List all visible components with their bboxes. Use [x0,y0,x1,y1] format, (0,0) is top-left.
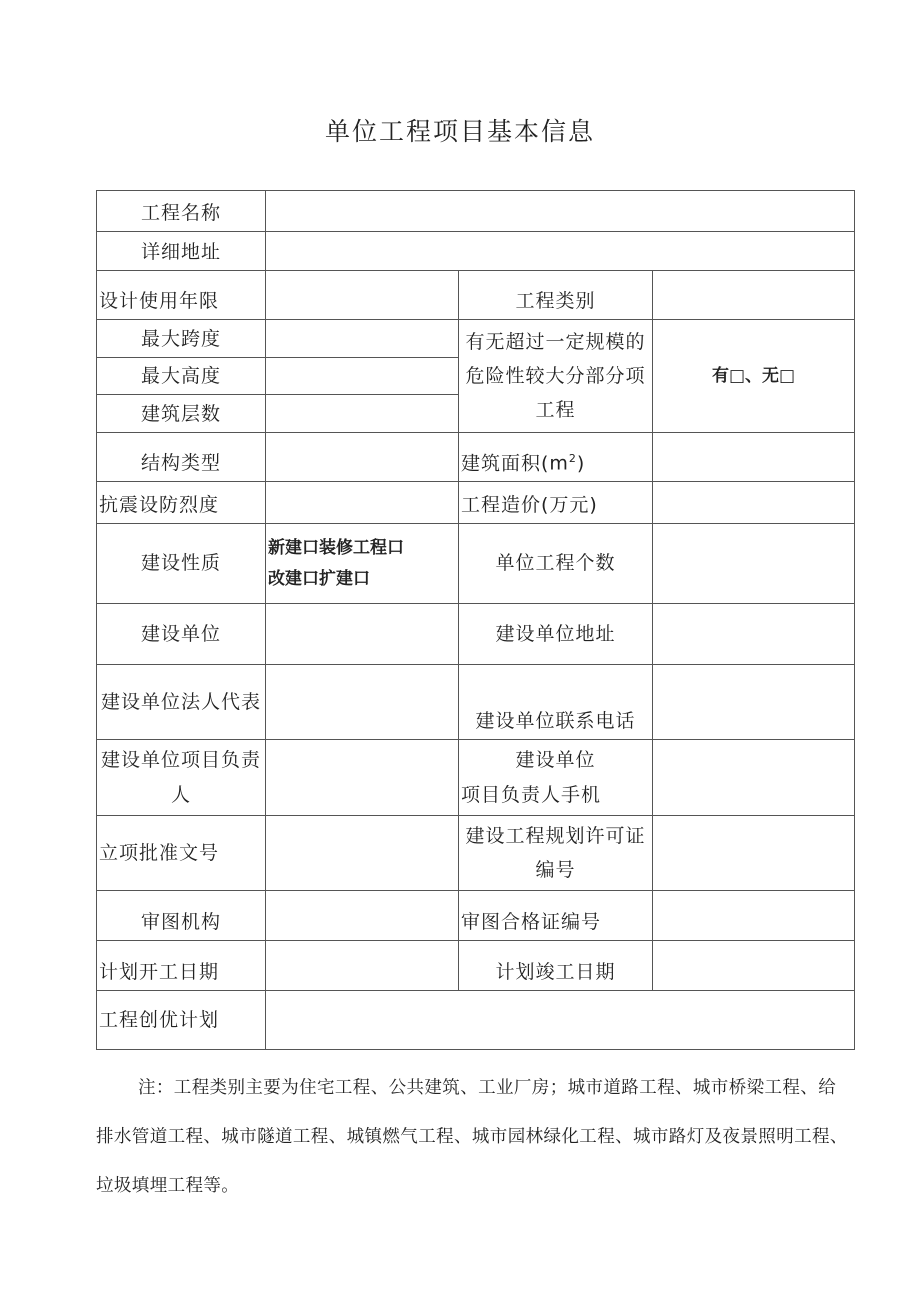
label-excellence-plan: 工程创优计划 [97,991,266,1050]
info-form-table [96,190,855,1050]
developer-pm-mobile-line1: 建设单位 [515,749,596,772]
footnote: 注：工程类别主要为住宅工程、公共建筑、工业厂房；城市道路工程、城市桥梁工程、给排水管道工程、城市隧道工程、城镇燃气工程、城市园林绿化工程、城市路灯及夜景照明工程、垃圾填埋工程等。 [96,1078,848,1196]
field-project-category[interactable] [653,271,855,320]
field-developer-phone[interactable] [653,665,855,740]
label-design-life: 设计使用年限 [97,271,266,320]
developer-pm-mobile-line2: 项目负责人手机 [461,783,602,806]
label-developer-address: 建设单位地址 [459,604,653,665]
field-approval-number[interactable] [266,816,459,891]
label-planned-start: 计划开工日期 [97,941,266,991]
label-structure-type: 结构类型 [97,433,266,482]
label-developer-pm: 建设单位项目负责人 [97,740,266,816]
field-planned-completion[interactable] [653,941,855,991]
field-excellence-plan[interactable] [266,991,855,1050]
field-floors[interactable] [266,395,459,433]
building-area-text: 建筑面积(m [461,452,569,475]
label-approval-number: 立项批准文号 [97,816,266,891]
label-developer-phone: 建设单位联系电话 [459,665,653,740]
field-developer-pm-mobile[interactable] [653,740,855,816]
field-developer-address[interactable] [653,604,855,665]
nature-options-line1[interactable]: 新建口装修工程口 [268,537,404,558]
field-building-area[interactable] [653,433,855,482]
field-planned-start[interactable] [266,941,459,991]
field-unit-count[interactable] [653,524,855,604]
label-project-name: 工程名称 [97,191,266,232]
page-title: 单位工程项目基本信息 [324,117,595,146]
field-review-agency[interactable] [266,891,459,941]
label-max-height: 最大高度 [97,358,266,395]
field-max-height[interactable] [266,358,459,395]
label-review-agency: 审图机构 [97,891,266,941]
label-review-cert: 审图合格证编号 [459,891,653,941]
label-building-area [459,433,653,482]
label-developer-legal-rep: 建设单位法人代表 [97,665,266,740]
field-danger-project[interactable]: 有□、无□ [653,320,855,433]
label-developer: 建设单位 [97,604,266,665]
nature-options-line2[interactable]: 改建口扩建口 [268,568,370,589]
field-review-cert[interactable] [653,891,855,941]
field-design-life[interactable] [266,271,459,320]
field-planning-permit[interactable] [653,816,855,891]
field-construction-nature[interactable] [266,524,459,604]
label-address: 详细地址 [97,232,266,271]
label-planned-completion: 计划竣工日期 [459,941,653,991]
building-area-sup: 2 [568,451,577,465]
label-developer-pm-mobile [459,740,653,816]
field-project-name[interactable] [266,191,855,232]
field-seismic-intensity[interactable] [266,482,459,524]
label-project-category: 工程类别 [459,271,653,320]
field-structure-type[interactable] [266,433,459,482]
label-unit-count: 单位工程个数 [459,524,653,604]
label-max-span: 最大跨度 [97,320,266,358]
label-planning-permit: 建设工程规划许可证编号 [459,816,653,891]
field-developer-legal-rep[interactable] [266,665,459,740]
label-danger-project: 有无超过一定规模的危险性较大分部分项工程 [459,320,653,433]
label-project-cost: 工程造价(万元) [459,482,653,524]
field-developer-pm[interactable] [266,740,459,816]
building-area-close: ) [576,452,586,475]
label-floors: 建筑层数 [97,395,266,433]
field-project-cost[interactable] [653,482,855,524]
field-max-span[interactable] [266,320,459,358]
label-construction-nature: 建设性质 [97,524,266,604]
field-address[interactable] [266,232,855,271]
field-developer[interactable] [266,604,459,665]
label-seismic-intensity: 抗震设防烈度 [97,482,266,524]
